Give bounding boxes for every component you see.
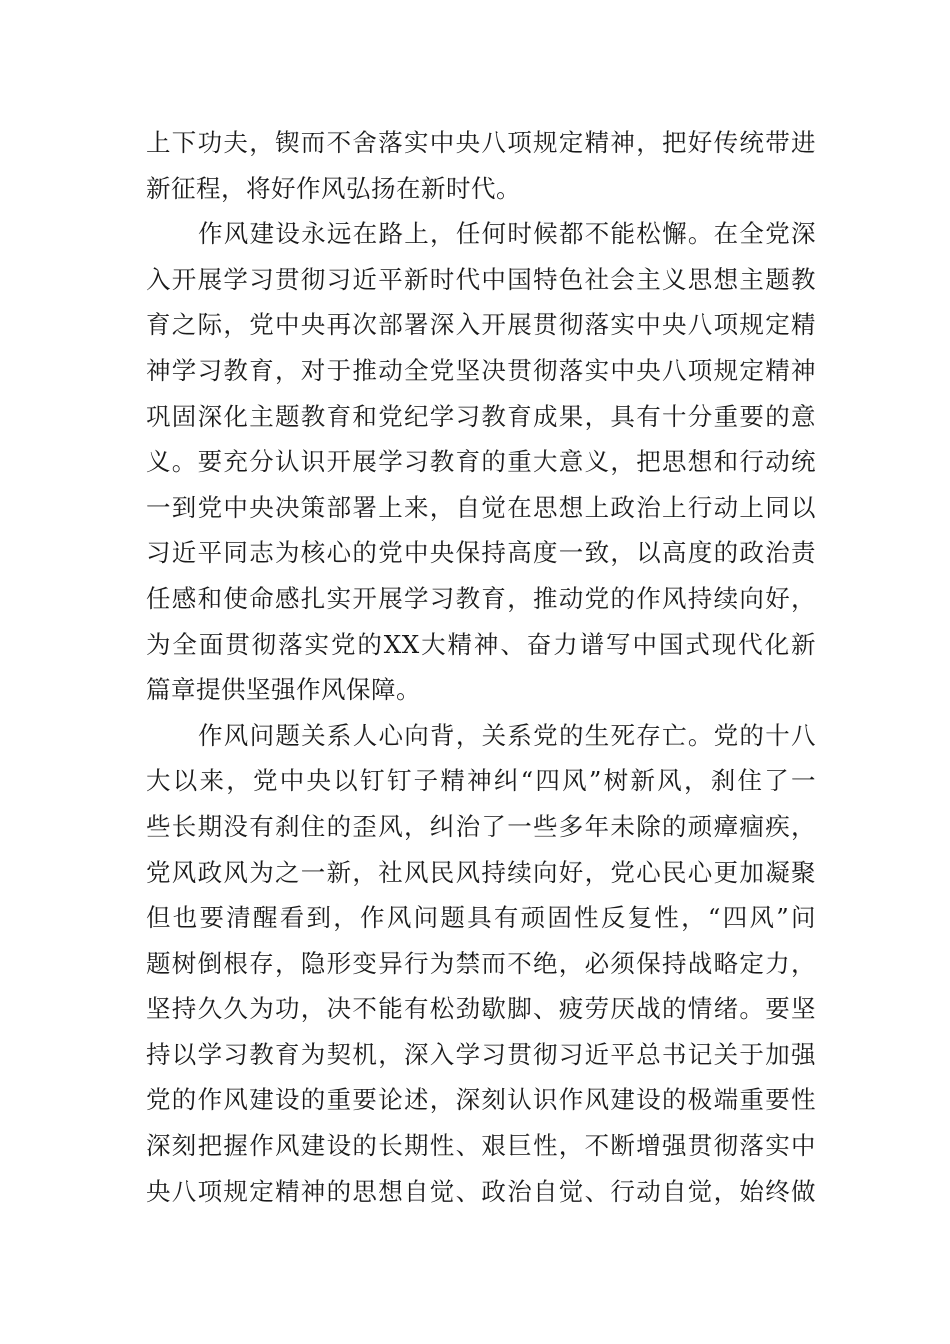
text-line: 些长期没有刹住的歪风，纠治了一些多年未除的顽瘴痼疾， [146, 811, 816, 841]
paragraph-3 [146, 713, 816, 1215]
text-line: 作风建设永远在路上，任何时候都不能松懈。在全党深 [198, 219, 816, 249]
text-line: 但也要清醒看到，作风问题具有顽固性反复性，“四风”问 [146, 903, 816, 933]
text-line: 新征程，将好作风弘扬在新时代。 [146, 173, 521, 203]
body-text [146, 120, 816, 1214]
text-line: 央八项规定精神的思想自觉、政治自觉、行动自觉，始终做 [146, 1176, 816, 1206]
text-line: 题树倒根存，隐形变异行为禁而不绝，必须保持战略定力， [146, 948, 816, 978]
paragraph-2 [146, 211, 816, 713]
text-line: 坚持久久为功，决不能有松劲歇脚、疲劳厌战的情绪。要坚 [146, 994, 816, 1024]
text-line: 任感和使命感扎实开展学习教育，推动党的作风持续向好， [146, 583, 816, 613]
text-line: 入开展学习贯彻习近平新时代中国特色社会主义思想主题教 [146, 264, 816, 294]
text-line: 党风政风为之一新，社风民风持续向好，党心民心更加凝聚 [146, 857, 816, 887]
text-line: 育之际，党中央再次部署深入开展贯彻落实中央八项规定精 [146, 310, 816, 340]
text-line: 上下功夫，锲而不舍落实中央八项规定精神，把好传统带进 [146, 128, 816, 157]
text-line: 篇章提供坚强作风保障。 [146, 675, 421, 705]
text-line: 持以学习教育为契机，深入学习贯彻习近平总书记关于加强 [146, 1039, 816, 1069]
text-line: 巩固深化主题教育和党纪学习教育成果，具有十分重要的意 [146, 401, 816, 431]
text-line: 为全面贯彻落实党的XX大精神、奋力谱写中国式现代化新 [146, 629, 816, 659]
text-line: 神学习教育，对于推动全党坚决贯彻落实中央八项规定精神 [146, 355, 816, 385]
text-line: 作风问题关系人心向背，关系党的生死存亡。党的十八 [198, 720, 816, 750]
text-line: 一到党中央决策部署上来，自觉在思想上政治上行动上同以 [146, 492, 816, 522]
text-line: 党的作风建设的重要论述，深刻认识作风建设的极端重要性 [146, 1085, 816, 1115]
text-line: 习近平同志为核心的党中央保持高度一致，以高度的政治责 [146, 538, 816, 568]
text-line: 深刻把握作风建设的长期性、艰巨性，不断增强贯彻落实中 [146, 1131, 816, 1161]
paragraph-1 [146, 120, 816, 211]
text-line: 义。要充分认识开展学习教育的重大意义，把思想和行动统 [146, 447, 816, 477]
text-line: 大以来，党中央以钉钉子精神纠“四风”树新风，刹住了一 [146, 766, 816, 796]
